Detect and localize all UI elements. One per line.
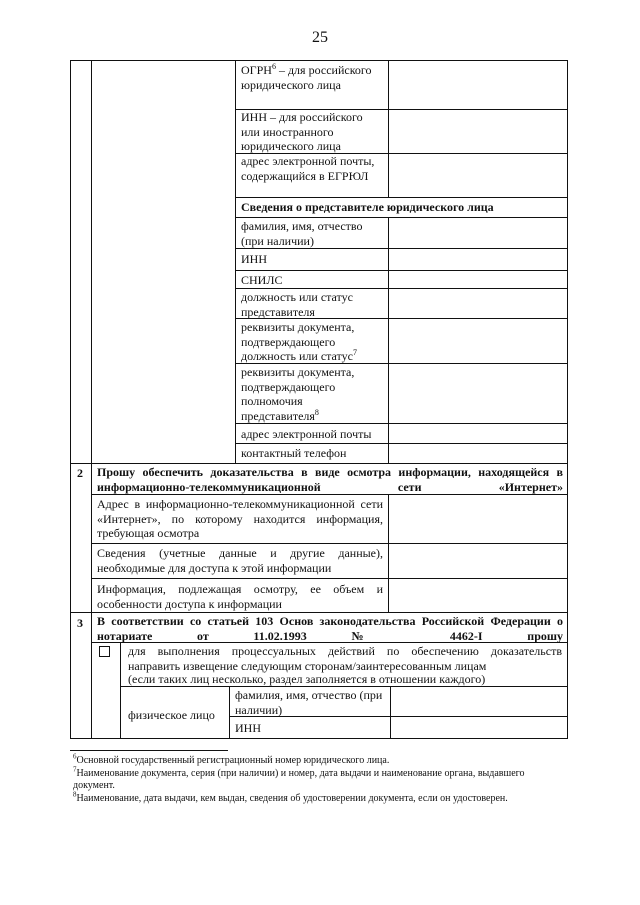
row-divider — [235, 423, 568, 424]
col-divider — [390, 686, 391, 739]
notify-option-note: (если таких лиц несколько, раздел заполняется в отношении каждого) — [128, 672, 486, 686]
row-divider — [91, 578, 568, 579]
col-divider — [91, 463, 92, 612]
col-divider — [120, 642, 121, 739]
row-divider — [91, 543, 568, 544]
footnote-separator — [70, 750, 228, 751]
section-2-number: 2 — [77, 466, 83, 480]
field-label-internet-address: Адрес в информационно-телекоммуникационной сети «Интернет», по которому находится информация, требующая осмотра — [97, 497, 383, 540]
field-label-rep-position: должность или статус представителя — [241, 290, 353, 319]
page-number: 25 — [312, 29, 328, 46]
field-label-rep-inn: ИНН — [241, 252, 267, 266]
footnote-8: $^8$Наименование, дата выдачи, кем выдан, сведения об удостоверении документа, если он удостоверен. — [73, 790, 508, 804]
col-divider — [235, 60, 236, 463]
field-label-rep-position-doc: реквизиты документа, подтверждающего должность или статус$^7$ — [241, 320, 357, 363]
footnote-6: $^6$Основной государственный регистрационный номер юридического лица. — [73, 752, 390, 766]
row-divider — [235, 248, 568, 249]
table-border-right — [567, 60, 568, 739]
field-label-email-egrul: адрес электронной почты, содержащийся в ЕГРЮЛ — [241, 154, 375, 183]
row-divider — [235, 197, 568, 198]
field-label-rep-authority-doc: реквизиты документа, подтверждающего полномочия представителя$^8$ — [241, 365, 355, 423]
row-divider — [91, 494, 568, 495]
section-3-heading: В соответствии со статьей 103 Основ законодательства Российской Федерации о нотариате от 11.02.1993 № 4462-I прошу — [97, 614, 563, 643]
table-border-left — [70, 60, 71, 739]
col-divider — [388, 494, 389, 612]
col-divider — [229, 686, 230, 739]
person-type-label: физическое лицо — [128, 708, 215, 722]
table-border-bottom — [70, 738, 568, 739]
field-label-person-fio: фамилия, имя, отчество (при наличии) — [235, 688, 383, 717]
table-border-top — [70, 60, 568, 61]
field-label-ogrn: ОГРН$^6$ – для российского юридического лица — [241, 62, 372, 92]
col-divider — [388, 217, 389, 463]
row-divider — [235, 443, 568, 444]
field-label-rep-snils: СНИЛС — [241, 273, 283, 287]
notify-checkbox[interactable] — [99, 646, 110, 657]
notify-option-text: для выполнения процессуальных действий по обеспечению доказательств направить извещение следующим сторонам/заинтересованным лицам — [128, 644, 562, 673]
field-label-info-scope: Информация, подлежащая осмотру, ее объем и особенности доступа к информации — [97, 582, 383, 611]
field-label-rep-email: адрес электронной почты — [241, 427, 372, 441]
row-divider — [70, 463, 568, 464]
col-divider — [91, 60, 92, 463]
field-label-inn-legal: ИНН – для российского или иностранного юридического лица — [241, 110, 363, 153]
col-divider — [91, 612, 92, 739]
field-label-rep-phone: контактный телефон — [241, 446, 347, 460]
section-2-heading: Прошу обеспечить доказательства в виде осмотра информации, находящейся в информационно-телекоммуникационной сети «Интернет» — [97, 465, 563, 494]
field-label-person-inn: ИНН — [235, 721, 261, 735]
field-label-rep-fio: фамилия, имя, отчество (при наличии) — [241, 219, 363, 248]
section-3-number: 3 — [77, 616, 83, 630]
field-label-access-data: Сведения (учетные данные и другие данные), необходимые для доступа к этой информации — [97, 546, 383, 575]
row-divider — [70, 612, 568, 613]
representative-heading: Сведения о представителе юридического лица — [241, 200, 494, 214]
row-divider — [235, 270, 568, 271]
col-divider — [388, 60, 389, 197]
row-divider — [235, 217, 568, 218]
footnote-7: $^7$Наименование документа, серия (при наличии) и номер, дата выдачи и наименование органа, выдавшего документ. — [73, 765, 525, 791]
row-divider — [235, 288, 568, 289]
